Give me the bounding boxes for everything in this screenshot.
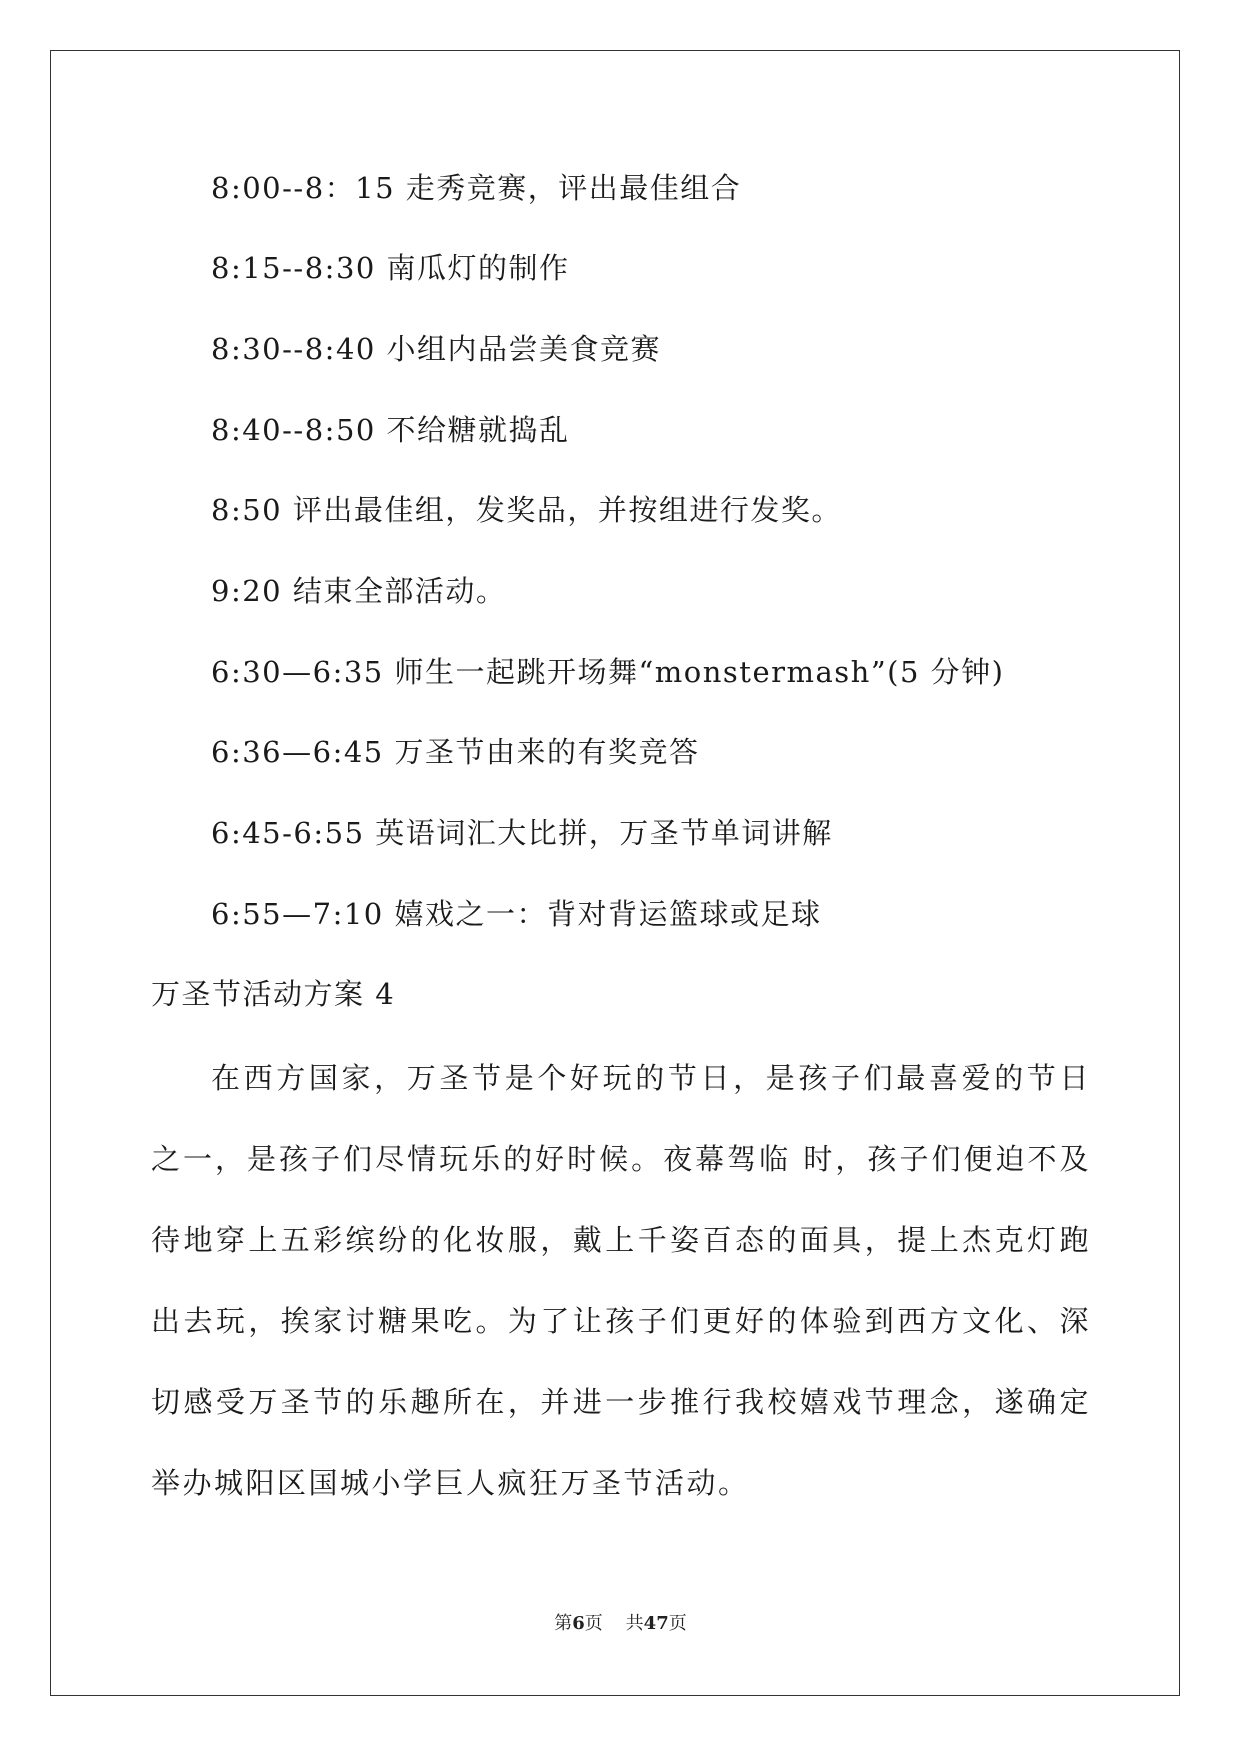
schedule-item: 8:40--8:50 不给糖就捣乱 xyxy=(211,413,570,447)
footer-total-suffix: 页 xyxy=(668,1613,687,1634)
schedule-item: 6:30—6:35 师生一起跳开场舞“monstermash”(5 分钟) xyxy=(211,655,1005,689)
current-page-number: 6 xyxy=(572,1613,585,1634)
intro-paragraph: 在西方国家，万圣节是个好玩的节日，是孩子们最喜爱的节日之一，是孩子们尽情玩乐的好时候。夜幕驾临 时，孩子们便迫不及待地穿上五彩缤纷的化妆服，戴上千姿百态的面具，提上杰克灯跑出去玩，挨家讨糖果吃。为了让孩子们更好的体验到西方文化、深切感受万圣节的乐趣所在，并进一步推行我校嬉戏节理念，遂确定举办城阳区国城小学巨人疯狂万圣节活动。 xyxy=(151,1061,1091,1500)
footer-page-word: 页 xyxy=(584,1613,603,1634)
schedule-item: 6:45-6:55 英语词汇大比拼，万圣节单词讲解 xyxy=(211,816,833,850)
schedule-item: 9:20 结束全部活动。 xyxy=(211,574,507,608)
schedule-item: 6:55—7:10 嬉戏之一：背对背运篮球或足球 xyxy=(211,897,822,931)
page-footer xyxy=(0,1612,1241,1636)
schedule-item: 8:00--8：15 走秀竞赛，评出最佳组合 xyxy=(211,171,742,205)
footer-prefix: 第 xyxy=(554,1613,573,1634)
footer-total-prefix: 共 xyxy=(625,1613,644,1634)
section-title: 万圣节活动方案 4 xyxy=(151,977,396,1011)
schedule-item: 6:36—6:45 万圣节由来的有奖竞答 xyxy=(211,735,700,769)
schedule-item: 8:15--8:30 南瓜灯的制作 xyxy=(211,251,570,285)
schedule-item: 8:30--8:40 小组内品尝美食竞赛 xyxy=(211,332,662,366)
schedule-item: 8:50 评出最佳组，发奖品，并按组进行发奖。 xyxy=(211,493,842,527)
total-pages-number: 47 xyxy=(643,1613,669,1634)
